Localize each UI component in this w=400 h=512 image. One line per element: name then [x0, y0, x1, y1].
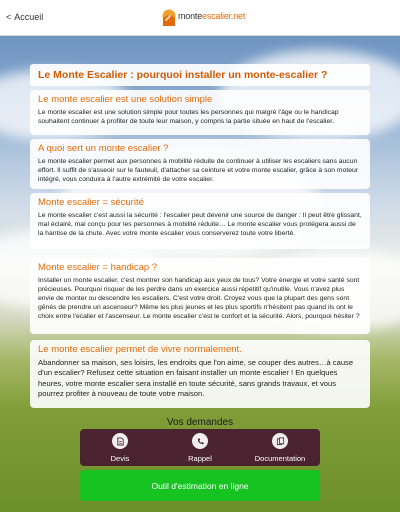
callback-button[interactable] [160, 429, 240, 466]
phone-icon [192, 433, 208, 449]
card-safety [30, 193, 370, 249]
logo-text: monteescalier.net [178, 11, 246, 21]
top-bar [0, 0, 400, 36]
card-title: Monte escalier = handicap ? [38, 262, 158, 273]
card-text: Le monte escalier permet aux personnes à mobilité réduite de continuer à utiliser les escaliers sans aucun effort. Il suffit de s'asseoir sur le fauteuil, d'attacher sa ceinture et votre monte escalier, grâce à son moteur intégré, vous conduira à l'autre extrémité de votre escalier. [38, 158, 359, 183]
documentation-button[interactable] [240, 429, 320, 466]
card-text: Le monte escalier est une solution simple pour toutes les personnes qui malgré l'âge ou le handicap souhaitent continuer à profiter de toute leur maison, y compris la partie située en haut de l'escalier. [38, 109, 339, 125]
online-estimate-button[interactable]: Outil d'estimation en ligne [80, 470, 320, 501]
requests-title: Vos demandes [166, 417, 234, 428]
documentation-icon [272, 433, 288, 449]
card-text: Installer un monte escalier, c'est montrer son handicap aux yeux de tous? Votre énergie et votre santé sont précieuses. Pourquoi risquer de les perdre dans un exercice aussi répétitif qu'inutile. Vous n'avez plus envie de monter ou descendre les escaliers. C'est votre droit. Croyez vous que la plupart des gens sont gênés de prendre un ascenseur? Même les plus jeunes et les plus sportifs n'hésitent pas quand ils ont le choix entre l'ecalier et l'ascenseur. Le monte escalier c'est le confort et la sécurité. Alors, pourquoi hésiter ? [38, 277, 360, 320]
card-handicap [30, 258, 370, 334]
site-logo [162, 6, 245, 26]
quote-button[interactable] [80, 429, 160, 466]
callback-label: Rappel [188, 454, 212, 463]
card-title: Le monte escalier est une solution simple [38, 94, 213, 105]
document-icon [112, 433, 128, 449]
back-label: Accueil [14, 12, 44, 22]
sun-logo-icon [162, 6, 176, 26]
requests-bar [80, 429, 320, 466]
card-live-normally [30, 340, 370, 408]
card-text: Abandonner sa maison, ses loisirs, les endroits que l'on aime, se couper des autres…à cause d'un escalier? Refusez cette situation en faisant installer un monte escalier ! En quelques heures, votre monte escalier sera installé en toute sécurité, sans grands travaux, et vous pourrez profiter à nouveau de toute votre maison. [38, 358, 354, 399]
card-text: Le monte escalier c'est aussi la sécurité : l'escalier peut devenir une source de danger : Il peut être glissant, mal éclairé, mal conçu pour les personnes à mobilité réduite… Le monte escalier vous protégera aussi de la hantise de la chute. Avec votre monte escalier vous conserverez toute votre liberté. [38, 212, 362, 237]
card-title: A quoi sert un monte escalier ? [38, 143, 169, 154]
back-button[interactable] [6, 12, 43, 22]
chevron-left-icon: < [6, 12, 12, 22]
card-title: Le monte escalier permet de vivre normalement. [38, 344, 242, 355]
card-purpose [30, 139, 370, 189]
documentation-label: Documentation [254, 454, 306, 463]
card-simple-solution [30, 90, 370, 135]
quote-label: Devis [110, 454, 130, 463]
card-title: Monte escalier = sécurité [38, 197, 144, 208]
page-title: Le Monte Escalier : pourquoi installer un monte-escalier ? [30, 64, 370, 86]
